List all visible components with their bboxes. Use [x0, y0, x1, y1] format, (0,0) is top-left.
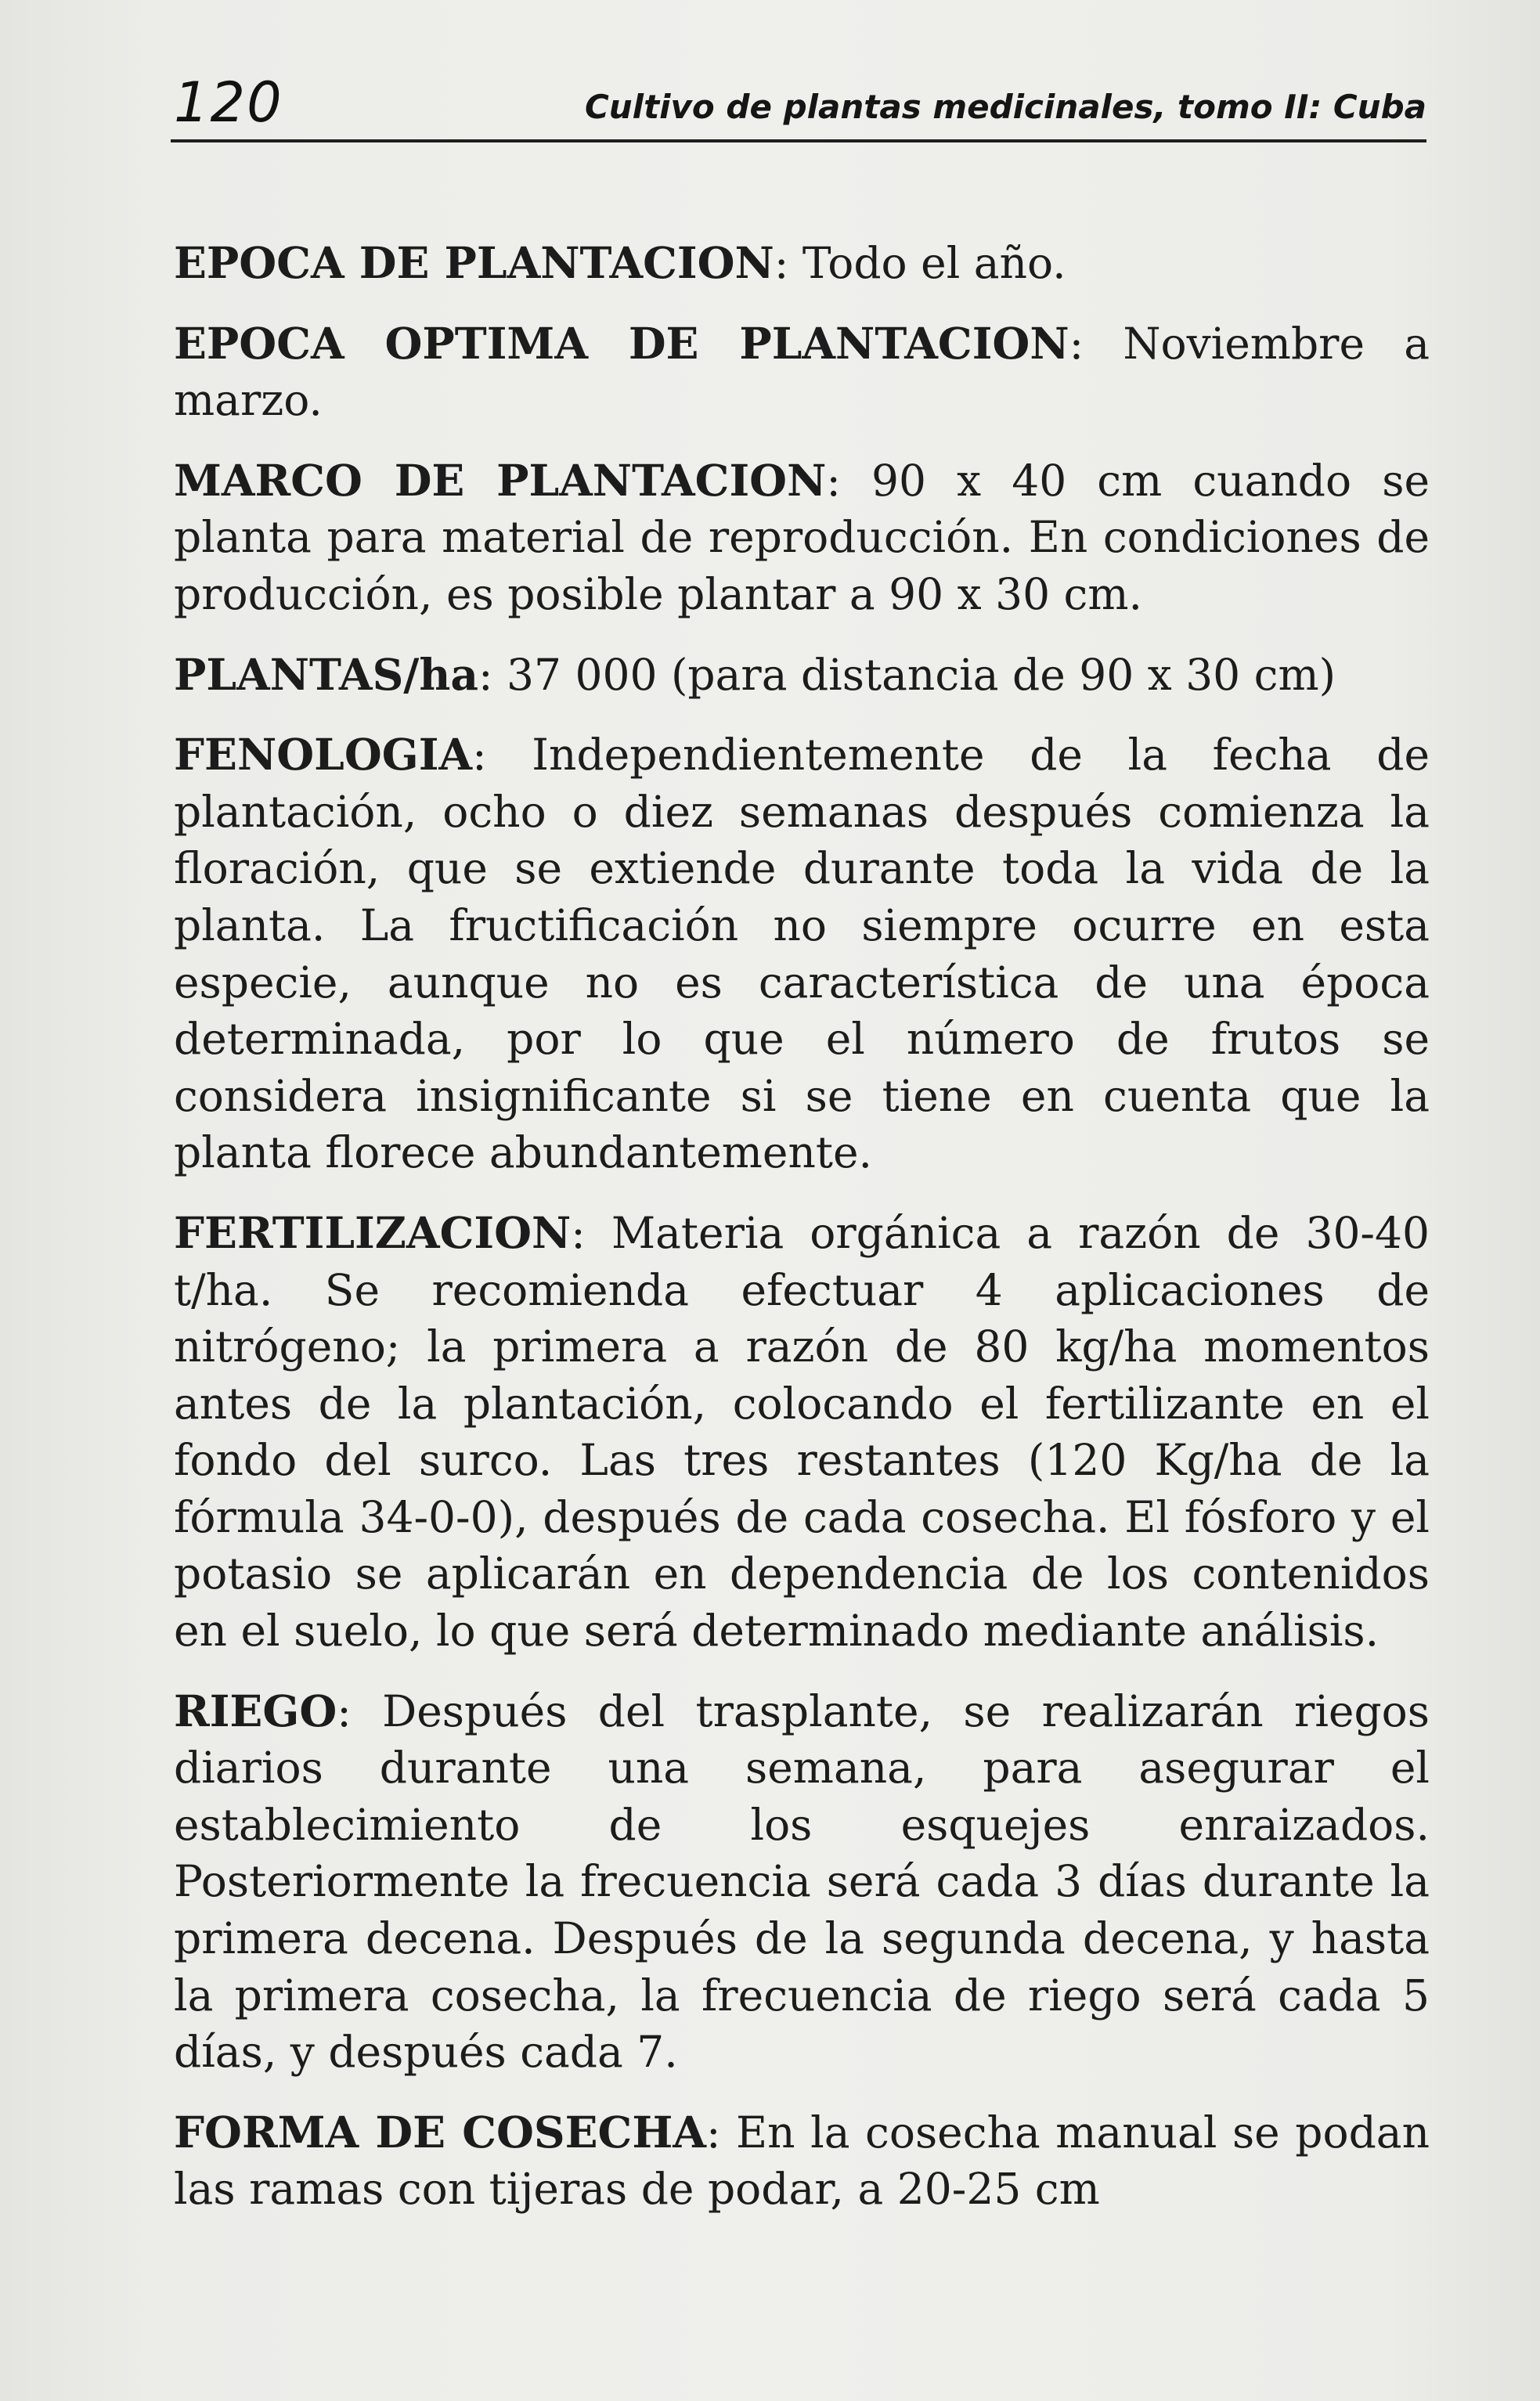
paragraph-label: RIEGO [174, 1685, 337, 1736]
page-header [174, 67, 1426, 138]
paragraph-label: FENOLOGIA [174, 729, 473, 781]
paragraph-label: MARCO DE PLANTACION [174, 454, 827, 506]
paragraph-text: : 37 000 (para distancia de 90 x 30 cm) [478, 649, 1336, 700]
paragraph-forma-cosecha [174, 2104, 1430, 2218]
paragraph-text: : Noviembre a marzo. [174, 318, 1430, 426]
paragraph-fertilizacion [174, 1205, 1430, 1660]
paragraph-fenologia [174, 726, 1430, 1181]
paragraph-riego [174, 1683, 1430, 2081]
paragraph-text: : Todo el año. [774, 238, 1066, 288]
paragraph-label: EPOCA DE PLANTACION [174, 237, 774, 288]
paragraph-label: FORMA DE COSECHA [174, 2106, 706, 2158]
paragraph-text: : Materia orgánica a razón de 30-40 t/ha. Se recomienda efectuar 4 aplicaciones de nitrógeno; la primera a razón de 80 kg/ha momentos antes de la plantación, colocando el fertilizante en el fondo del surco. Las tres restantes (120 Kg/ha de la fórmula 34-0-0), después de cada cosecha. El fósforo y el potasio se aplicarán en dependencia de los contenidos en el suelo, lo que será determinado mediante análisis. [174, 1207, 1430, 1657]
paragraph-marco-plantacion [174, 452, 1430, 623]
header-divider [171, 139, 1426, 142]
paragraph-label: PLANTAS/ha [174, 648, 479, 700]
paragraph-epoca-optima [174, 315, 1430, 429]
paragraph-text: : Después del trasplante, se realizarán riegos diarios durante una semana, para asegurar el establecimiento de los esquejes enraizados. Posteriormente la frecuencia será cada 3 días durante la primera decena. Después de la segunda decena, y hasta la primera cosecha, la frecuencia de riego será cada 5 días, y después cada 7. [174, 1685, 1430, 2078]
body-text [174, 235, 1430, 2241]
paragraph-text: : En la cosecha manual se podan las ramas con tijeras de podar, a 20-25 cm [174, 2107, 1430, 2215]
page-number: 120 [174, 70, 283, 135]
running-title: Cultivo de plantas medicinales, tomo II: Cuba [584, 88, 1426, 126]
paragraph-label: FERTILIZACION [174, 1206, 572, 1258]
paragraph-plantas-ha [174, 647, 1430, 704]
paragraph-text: : Independientemente de la fecha de plantación, ocho o diez semanas después comienza la floración, que se extiende durante toda la vida de la planta. La fructificación no siempre ocurre en esta especie, aunque no es característica de una época determinada, por lo que el número de frutos se considera insignificante si se tiene en cuenta que la planta florece abundantemente. [174, 730, 1430, 1178]
paragraph-text: : 90 x 40 cm cuando se planta para material de reproducción. En condiciones de producción, es posible plantar a 90 x 30 cm. [174, 455, 1430, 619]
paragraph-label: EPOCA OPTIMA DE PLANTACION [174, 317, 1069, 369]
paragraph-epoca-plantacion [174, 235, 1430, 292]
